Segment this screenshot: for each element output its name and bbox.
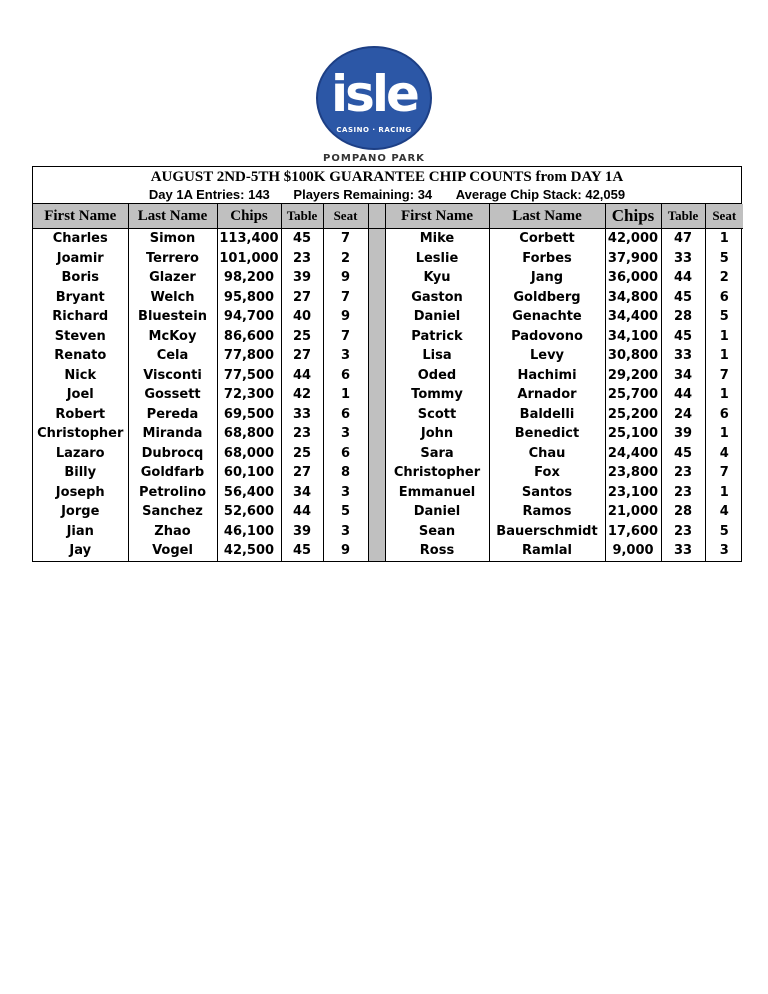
table-row	[33, 229, 743, 249]
left-table-cell: 45	[281, 229, 323, 249]
column-separator	[368, 204, 385, 229]
right-last-name-cell: Genachte	[489, 307, 605, 327]
left-first-name-cell: Joseph	[33, 483, 128, 503]
right-chips-cell: 17,600	[605, 522, 661, 542]
table-row	[33, 249, 743, 269]
left-table-cell: 40	[281, 307, 323, 327]
header-chips: Chips	[217, 204, 281, 229]
table-row	[33, 327, 743, 347]
column-separator	[368, 346, 385, 366]
left-chips-cell: 77,500	[217, 366, 281, 386]
column-separator	[368, 502, 385, 522]
header-first-name: First Name	[33, 204, 128, 229]
left-last-name-cell: Cela	[128, 346, 217, 366]
left-last-name-cell: Petrolino	[128, 483, 217, 503]
column-separator	[368, 405, 385, 425]
left-chips-cell: 46,100	[217, 522, 281, 542]
right-chips-cell: 37,900	[605, 249, 661, 269]
right-last-name-cell: Benedict	[489, 424, 605, 444]
right-seat-cell: 7	[705, 463, 743, 483]
left-table-cell: 39	[281, 522, 323, 542]
left-seat-cell: 9	[323, 268, 368, 288]
right-table-cell: 23	[661, 463, 705, 483]
left-first-name-cell: Lazaro	[33, 444, 128, 464]
left-last-name-cell: Dubrocq	[128, 444, 217, 464]
right-seat-cell: 1	[705, 424, 743, 444]
right-chips-cell: 42,000	[605, 229, 661, 249]
left-table-cell: 39	[281, 268, 323, 288]
table-row	[33, 405, 743, 425]
left-table-cell: 23	[281, 424, 323, 444]
right-table-cell: 33	[661, 541, 705, 561]
right-last-name-cell: Ramlal	[489, 541, 605, 561]
right-chips-cell: 23,100	[605, 483, 661, 503]
column-separator	[368, 444, 385, 464]
left-last-name-cell: Gossett	[128, 385, 217, 405]
left-chips-cell: 68,800	[217, 424, 281, 444]
logo-wordmark: isle	[331, 65, 417, 123]
right-first-name-cell: Mike	[385, 229, 489, 249]
table-row	[33, 346, 743, 366]
left-first-name-cell: Billy	[33, 463, 128, 483]
table-row	[33, 444, 743, 464]
sheet-info	[33, 186, 741, 204]
right-first-name-cell: Tommy	[385, 385, 489, 405]
left-table-cell: 33	[281, 405, 323, 425]
table-row	[33, 385, 743, 405]
right-last-name-cell: Chau	[489, 444, 605, 464]
right-last-name-cell: Hachimi	[489, 366, 605, 386]
left-first-name-cell: Jorge	[33, 502, 128, 522]
right-seat-cell: 4	[705, 444, 743, 464]
right-last-name-cell: Forbes	[489, 249, 605, 269]
right-first-name-cell: Christopher	[385, 463, 489, 483]
right-table-cell: 28	[661, 502, 705, 522]
right-last-name-cell: Ramos	[489, 502, 605, 522]
right-chips-cell: 25,700	[605, 385, 661, 405]
left-seat-cell: 7	[323, 288, 368, 308]
right-last-name-cell: Levy	[489, 346, 605, 366]
left-first-name-cell: Robert	[33, 405, 128, 425]
left-seat-cell: 3	[323, 483, 368, 503]
right-chips-cell: 29,200	[605, 366, 661, 386]
left-last-name-cell: Welch	[128, 288, 217, 308]
left-first-name-cell: Renato	[33, 346, 128, 366]
left-chips-cell: 98,200	[217, 268, 281, 288]
right-first-name-cell: Ross	[385, 541, 489, 561]
right-first-name-cell: Lisa	[385, 346, 489, 366]
right-chips-cell: 25,100	[605, 424, 661, 444]
right-table-cell: 44	[661, 385, 705, 405]
right-first-name-cell: John	[385, 424, 489, 444]
left-seat-cell: 6	[323, 405, 368, 425]
right-seat-cell: 5	[705, 522, 743, 542]
right-seat-cell: 3	[705, 541, 743, 561]
table-row	[33, 307, 743, 327]
left-seat-cell: 7	[323, 327, 368, 347]
left-table-cell: 27	[281, 346, 323, 366]
right-seat-cell: 6	[705, 405, 743, 425]
right-last-name-cell: Corbett	[489, 229, 605, 249]
right-table-cell: 44	[661, 268, 705, 288]
right-last-name-cell: Padovono	[489, 327, 605, 347]
entries-count: Day 1A Entries: 143	[148, 187, 270, 202]
chip-count-table	[33, 204, 743, 561]
right-last-name-cell: Arnador	[489, 385, 605, 405]
table-row	[33, 366, 743, 386]
header-row	[33, 204, 743, 229]
right-seat-cell: 5	[705, 249, 743, 269]
left-table-cell: 23	[281, 249, 323, 269]
left-last-name-cell: Goldfarb	[128, 463, 217, 483]
right-table-cell: 23	[661, 483, 705, 503]
left-first-name-cell: Joamir	[33, 249, 128, 269]
right-table-cell: 28	[661, 307, 705, 327]
left-chips-cell: 95,800	[217, 288, 281, 308]
table-row	[33, 268, 743, 288]
right-first-name-cell: Daniel	[385, 307, 489, 327]
left-table-cell: 42	[281, 385, 323, 405]
right-seat-cell: 1	[705, 385, 743, 405]
left-chips-cell: 69,500	[217, 405, 281, 425]
chip-count-sheet	[32, 166, 742, 562]
table-row	[33, 483, 743, 503]
left-chips-cell: 56,400	[217, 483, 281, 503]
right-seat-cell: 4	[705, 502, 743, 522]
right-table-cell: 23	[661, 522, 705, 542]
left-last-name-cell: Simon	[128, 229, 217, 249]
left-table-cell: 44	[281, 366, 323, 386]
right-last-name-cell: Fox	[489, 463, 605, 483]
header-seat: Seat	[705, 204, 743, 229]
left-last-name-cell: Pereda	[128, 405, 217, 425]
left-chips-cell: 60,100	[217, 463, 281, 483]
right-chips-cell: 34,100	[605, 327, 661, 347]
left-seat-cell: 9	[323, 541, 368, 561]
right-chips-cell: 25,200	[605, 405, 661, 425]
left-seat-cell: 3	[323, 424, 368, 444]
players-remaining: Players Remaining: 34	[293, 187, 433, 202]
column-separator	[368, 483, 385, 503]
header-last-name: Last Name	[128, 204, 217, 229]
logo-location: POMPANO PARK	[323, 153, 425, 164]
left-table-cell: 25	[281, 327, 323, 347]
left-first-name-cell: Joel	[33, 385, 128, 405]
right-first-name-cell: Sara	[385, 444, 489, 464]
right-table-cell: 39	[661, 424, 705, 444]
left-first-name-cell: Boris	[33, 268, 128, 288]
right-seat-cell: 2	[705, 268, 743, 288]
right-table-cell: 33	[661, 346, 705, 366]
right-chips-cell: 9,000	[605, 541, 661, 561]
column-separator	[368, 307, 385, 327]
left-last-name-cell: Miranda	[128, 424, 217, 444]
left-chips-cell: 52,600	[217, 502, 281, 522]
left-seat-cell: 8	[323, 463, 368, 483]
column-separator	[368, 522, 385, 542]
column-separator	[368, 327, 385, 347]
header-last-name: Last Name	[489, 204, 605, 229]
right-table-cell: 33	[661, 249, 705, 269]
right-first-name-cell: Sean	[385, 522, 489, 542]
right-table-cell: 34	[661, 366, 705, 386]
left-last-name-cell: Visconti	[128, 366, 217, 386]
column-separator	[368, 229, 385, 249]
right-last-name-cell: Bauerschmidt	[489, 522, 605, 542]
right-seat-cell: 1	[705, 346, 743, 366]
left-last-name-cell: Glazer	[128, 268, 217, 288]
left-first-name-cell: Richard	[33, 307, 128, 327]
left-chips-cell: 68,000	[217, 444, 281, 464]
header-table: Table	[281, 204, 323, 229]
table-row	[33, 541, 743, 561]
right-first-name-cell: Gaston	[385, 288, 489, 308]
right-first-name-cell: Leslie	[385, 249, 489, 269]
left-chips-cell: 86,600	[217, 327, 281, 347]
left-chips-cell: 42,500	[217, 541, 281, 561]
right-seat-cell: 1	[705, 327, 743, 347]
left-last-name-cell: Zhao	[128, 522, 217, 542]
left-last-name-cell: Sanchez	[128, 502, 217, 522]
left-chips-cell: 77,800	[217, 346, 281, 366]
right-last-name-cell: Jang	[489, 268, 605, 288]
average-chip-stack: Average Chip Stack: 42,059	[455, 187, 626, 202]
left-seat-cell: 6	[323, 444, 368, 464]
right-table-cell: 45	[661, 327, 705, 347]
left-chips-cell: 72,300	[217, 385, 281, 405]
table-row	[33, 288, 743, 308]
left-table-cell: 34	[281, 483, 323, 503]
right-first-name-cell: Oded	[385, 366, 489, 386]
right-chips-cell: 23,800	[605, 463, 661, 483]
left-first-name-cell: Bryant	[33, 288, 128, 308]
header-seat: Seat	[323, 204, 368, 229]
column-separator	[368, 366, 385, 386]
right-first-name-cell: Daniel	[385, 502, 489, 522]
left-seat-cell: 2	[323, 249, 368, 269]
left-last-name-cell: Bluestein	[128, 307, 217, 327]
right-seat-cell: 7	[705, 366, 743, 386]
right-last-name-cell: Goldberg	[489, 288, 605, 308]
right-first-name-cell: Patrick	[385, 327, 489, 347]
right-table-cell: 47	[661, 229, 705, 249]
left-last-name-cell: Vogel	[128, 541, 217, 561]
column-separator	[368, 288, 385, 308]
left-first-name-cell: Christopher	[33, 424, 128, 444]
table-row	[33, 463, 743, 483]
column-separator	[368, 463, 385, 483]
left-seat-cell: 6	[323, 366, 368, 386]
right-first-name-cell: Scott	[385, 405, 489, 425]
left-first-name-cell: Charles	[33, 229, 128, 249]
right-chips-cell: 36,000	[605, 268, 661, 288]
right-chips-cell: 24,400	[605, 444, 661, 464]
left-last-name-cell: Terrero	[128, 249, 217, 269]
right-seat-cell: 6	[705, 288, 743, 308]
left-table-cell: 25	[281, 444, 323, 464]
table-row	[33, 424, 743, 444]
isle-logo	[316, 46, 432, 166]
column-separator	[368, 268, 385, 288]
left-seat-cell: 3	[323, 346, 368, 366]
left-first-name-cell: Nick	[33, 366, 128, 386]
right-last-name-cell: Santos	[489, 483, 605, 503]
right-seat-cell: 1	[705, 229, 743, 249]
right-table-cell: 24	[661, 405, 705, 425]
column-separator	[368, 424, 385, 444]
column-separator	[368, 385, 385, 405]
left-seat-cell: 1	[323, 385, 368, 405]
left-chips-cell: 94,700	[217, 307, 281, 327]
right-table-cell: 45	[661, 444, 705, 464]
right-seat-cell: 5	[705, 307, 743, 327]
logo-tagline: CASINO · RACING	[336, 126, 412, 134]
header-table: Table	[661, 204, 705, 229]
table-row	[33, 502, 743, 522]
right-first-name-cell: Emmanuel	[385, 483, 489, 503]
right-last-name-cell: Baldelli	[489, 405, 605, 425]
header-chips: Chips	[605, 204, 661, 229]
left-first-name-cell: Jian	[33, 522, 128, 542]
right-seat-cell: 1	[705, 483, 743, 503]
right-chips-cell: 34,400	[605, 307, 661, 327]
left-table-cell: 27	[281, 463, 323, 483]
left-seat-cell: 7	[323, 229, 368, 249]
left-table-cell: 27	[281, 288, 323, 308]
table-row	[33, 522, 743, 542]
right-chips-cell: 30,800	[605, 346, 661, 366]
left-table-cell: 44	[281, 502, 323, 522]
right-first-name-cell: Kyu	[385, 268, 489, 288]
left-chips-cell: 113,400	[217, 229, 281, 249]
left-seat-cell: 5	[323, 502, 368, 522]
left-seat-cell: 3	[323, 522, 368, 542]
left-last-name-cell: McKoy	[128, 327, 217, 347]
column-separator	[368, 249, 385, 269]
right-table-cell: 45	[661, 288, 705, 308]
sheet-title: AUGUST 2ND-5TH $100K GUARANTEE CHIP COUNTS from DAY 1A	[150, 169, 624, 185]
left-seat-cell: 9	[323, 307, 368, 327]
column-separator	[368, 541, 385, 561]
left-first-name-cell: Steven	[33, 327, 128, 347]
left-chips-cell: 101,000	[217, 249, 281, 269]
left-table-cell: 45	[281, 541, 323, 561]
left-first-name-cell: Jay	[33, 541, 128, 561]
right-chips-cell: 34,800	[605, 288, 661, 308]
right-chips-cell: 21,000	[605, 502, 661, 522]
header-first-name: First Name	[385, 204, 489, 229]
